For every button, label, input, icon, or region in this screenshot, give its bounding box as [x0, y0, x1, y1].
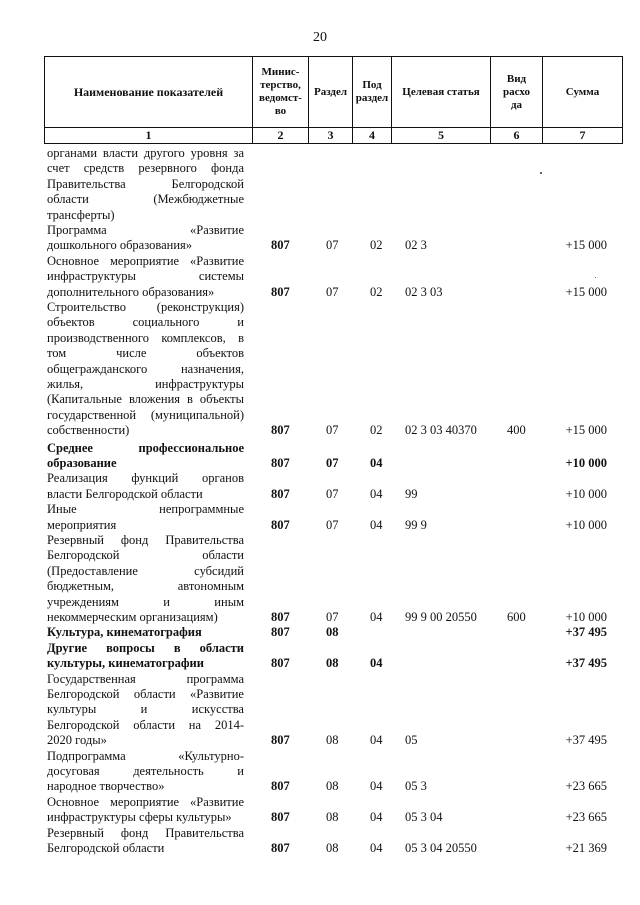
target-cell: 02 3 [405, 238, 427, 253]
row-text-line: области (Межбюджетные [47, 192, 244, 207]
subsection-cell: 04 [370, 841, 383, 855]
row-text-line: производственного комплексов, в [47, 330, 244, 345]
sum-cell: +10 000 [565, 486, 607, 501]
section-cell: 08 [326, 733, 339, 748]
row-text-line: 2020 годы» [47, 733, 107, 748]
row-text-line: (Капитальные вложения в объекты [47, 392, 244, 407]
sum-cell: +37 495 [565, 656, 607, 671]
target-cell: 05 3 04 20550 [405, 841, 477, 855]
table-header [44, 56, 622, 142]
row-text-line: Культура, кинематография [47, 625, 202, 640]
header-section: Раздел [309, 57, 353, 128]
section-cell: 07 [326, 456, 339, 470]
row-text-line: Строительство (реконструкция) [47, 300, 244, 314]
row-text-line: жилья, инфраструктуры [47, 377, 244, 391]
ministry-cell: 807 [271, 238, 290, 253]
subsection-cell: 04 [370, 610, 383, 624]
row-text-line: культуры, кинематографии [47, 656, 204, 671]
row-text-line: Подпрограмма «Культурно- [47, 748, 244, 763]
section-cell: 08 [326, 779, 339, 794]
sum-cell: +10 000 [565, 517, 607, 532]
col-number: 5 [392, 128, 491, 144]
row-text-line: объектов социального и [47, 315, 244, 330]
subsection-cell: 04 [370, 486, 383, 501]
header-ministry: Минис- терство, ведомст- во [253, 57, 309, 128]
header-expense-type: Вид расхо да [491, 57, 543, 128]
expense-type-cell: 600 [507, 610, 526, 624]
ministry-cell: 807 [271, 517, 290, 532]
ministry-cell: 807 [271, 841, 290, 855]
section-cell: 08 [326, 625, 339, 640]
subsection-cell: 04 [370, 517, 383, 532]
page-number: 20 [313, 30, 327, 45]
sum-cell: +23 665 [565, 810, 607, 825]
sum-cell: +15 000 [565, 284, 607, 299]
target-cell: 99 9 [405, 517, 427, 532]
row-text-line: образование [47, 456, 117, 470]
row-text-line: Основное мероприятие «Развитие [47, 794, 244, 809]
header-name: Наименование показателей [45, 57, 253, 128]
target-cell: 02 3 03 40370 [405, 423, 477, 438]
row-text-line: общегражданского назначения, [47, 361, 244, 376]
col-number: 2 [253, 128, 309, 144]
row-text-line: дополнительного образования» [47, 284, 215, 299]
sum-cell: +15 000 [565, 423, 607, 438]
row-text-line: Другие вопросы в области [47, 640, 244, 655]
sum-cell: +21 369 [565, 841, 607, 855]
target-cell: 02 3 03 [405, 284, 443, 299]
row-text-line: бюджетным, автономным [47, 579, 244, 594]
section-cell: 07 [326, 238, 339, 253]
section-cell: 07 [326, 517, 339, 532]
target-cell: 99 [405, 486, 418, 501]
expense-type-cell: 400 [507, 423, 526, 438]
sum-cell: +15 000 [565, 238, 607, 253]
row-text-line: собственности) [47, 423, 130, 438]
row-text-line: мероприятия [47, 517, 117, 532]
ministry-cell: 807 [271, 456, 290, 470]
section-cell: 07 [326, 284, 339, 299]
row-text-line: органами власти другого уровня за [47, 146, 244, 160]
col-number: 1 [45, 128, 253, 144]
ministry-cell: 807 [271, 625, 290, 640]
target-cell: 05 [405, 733, 418, 748]
row-text-line: счет средств резервного фонда [47, 161, 244, 176]
header-sum: Сумма [543, 57, 623, 128]
ministry-cell: 807 [271, 779, 290, 794]
row-text-line: Белгородской области [47, 841, 165, 855]
row-text-line: власти Белгородской области [47, 486, 203, 501]
row-text-line: инфраструктуры сферы культуры» [47, 810, 232, 825]
row-text-line: Основное мероприятие «Развитие [47, 253, 244, 268]
row-text-line: некоммерческим организациям) [47, 610, 218, 624]
sum-cell: +10 000 [565, 456, 607, 470]
row-text-line: Правительства Белгородской [47, 176, 244, 191]
ministry-cell: 807 [271, 733, 290, 748]
subsection-cell: 04 [370, 733, 383, 748]
sum-cell: +23 665 [565, 779, 607, 794]
section-cell: 08 [326, 810, 339, 825]
row-text-line: Иные непрограммные [47, 502, 244, 517]
subsection-cell: 04 [370, 656, 383, 671]
section-cell: 08 [326, 841, 339, 855]
row-text-line: инфраструктуры системы [47, 269, 244, 284]
subsection-cell: 02 [370, 423, 383, 438]
row-text-line: Государственная программа [47, 671, 244, 686]
row-text-line: дошкольного образования» [47, 238, 193, 253]
row-text-line: Резервный фонд Правительства [47, 533, 244, 547]
target-cell: 05 3 04 [405, 810, 443, 825]
ministry-cell: 807 [271, 486, 290, 501]
scan-speck [595, 277, 596, 278]
row-text-line: том числе объектов [47, 346, 244, 361]
row-text-line: (Предоставление субсидий [47, 563, 244, 578]
ministry-cell: 807 [271, 656, 290, 671]
scan-speck [540, 172, 542, 174]
header-subsection: Под раздел [353, 57, 392, 128]
subsection-cell: 04 [370, 456, 383, 470]
row-text-line: Программа «Развитие [47, 223, 244, 237]
row-text-line: культуры и искусства [47, 702, 244, 717]
row-text-line: Резервный фонд Правительства [47, 825, 244, 840]
row-text-line: государственной (муниципальной) [47, 407, 244, 422]
sum-cell: +10 000 [565, 610, 607, 624]
ministry-cell: 807 [271, 284, 290, 299]
sum-cell: +37 495 [565, 733, 607, 748]
row-text-line: трансферты) [47, 207, 115, 222]
section-cell: 08 [326, 656, 339, 671]
col-number: 6 [491, 128, 543, 144]
col-number: 7 [543, 128, 623, 144]
ministry-cell: 807 [271, 810, 290, 825]
section-cell: 07 [326, 610, 339, 624]
subsection-cell: 04 [370, 810, 383, 825]
subsection-cell: 04 [370, 779, 383, 794]
row-text-line: Белгородской области на 2014- [47, 717, 244, 732]
row-text-line: Белгородской области «Развитие [47, 687, 244, 701]
row-text-line: учреждениям и иным [47, 594, 244, 609]
header-target: Целевая статья [392, 57, 491, 128]
col-number: 4 [353, 128, 392, 144]
target-cell: 99 9 00 20550 [405, 610, 477, 624]
row-text-line: народное творчество» [47, 779, 165, 794]
col-number: 3 [309, 128, 353, 144]
ministry-cell: 807 [271, 610, 290, 624]
section-cell: 07 [326, 486, 339, 501]
row-text-line: Белгородской области [47, 548, 244, 563]
section-cell: 07 [326, 423, 339, 438]
subsection-cell: 02 [370, 238, 383, 253]
row-text-line: Среднее профессиональное [47, 440, 244, 455]
ministry-cell: 807 [271, 423, 290, 438]
row-text-line: Реализация функций органов [47, 471, 244, 486]
sum-cell: +37 495 [565, 625, 607, 640]
subsection-cell: 02 [370, 284, 383, 299]
target-cell: 05 3 [405, 779, 427, 794]
row-text-line: досуговая деятельность и [47, 764, 244, 778]
